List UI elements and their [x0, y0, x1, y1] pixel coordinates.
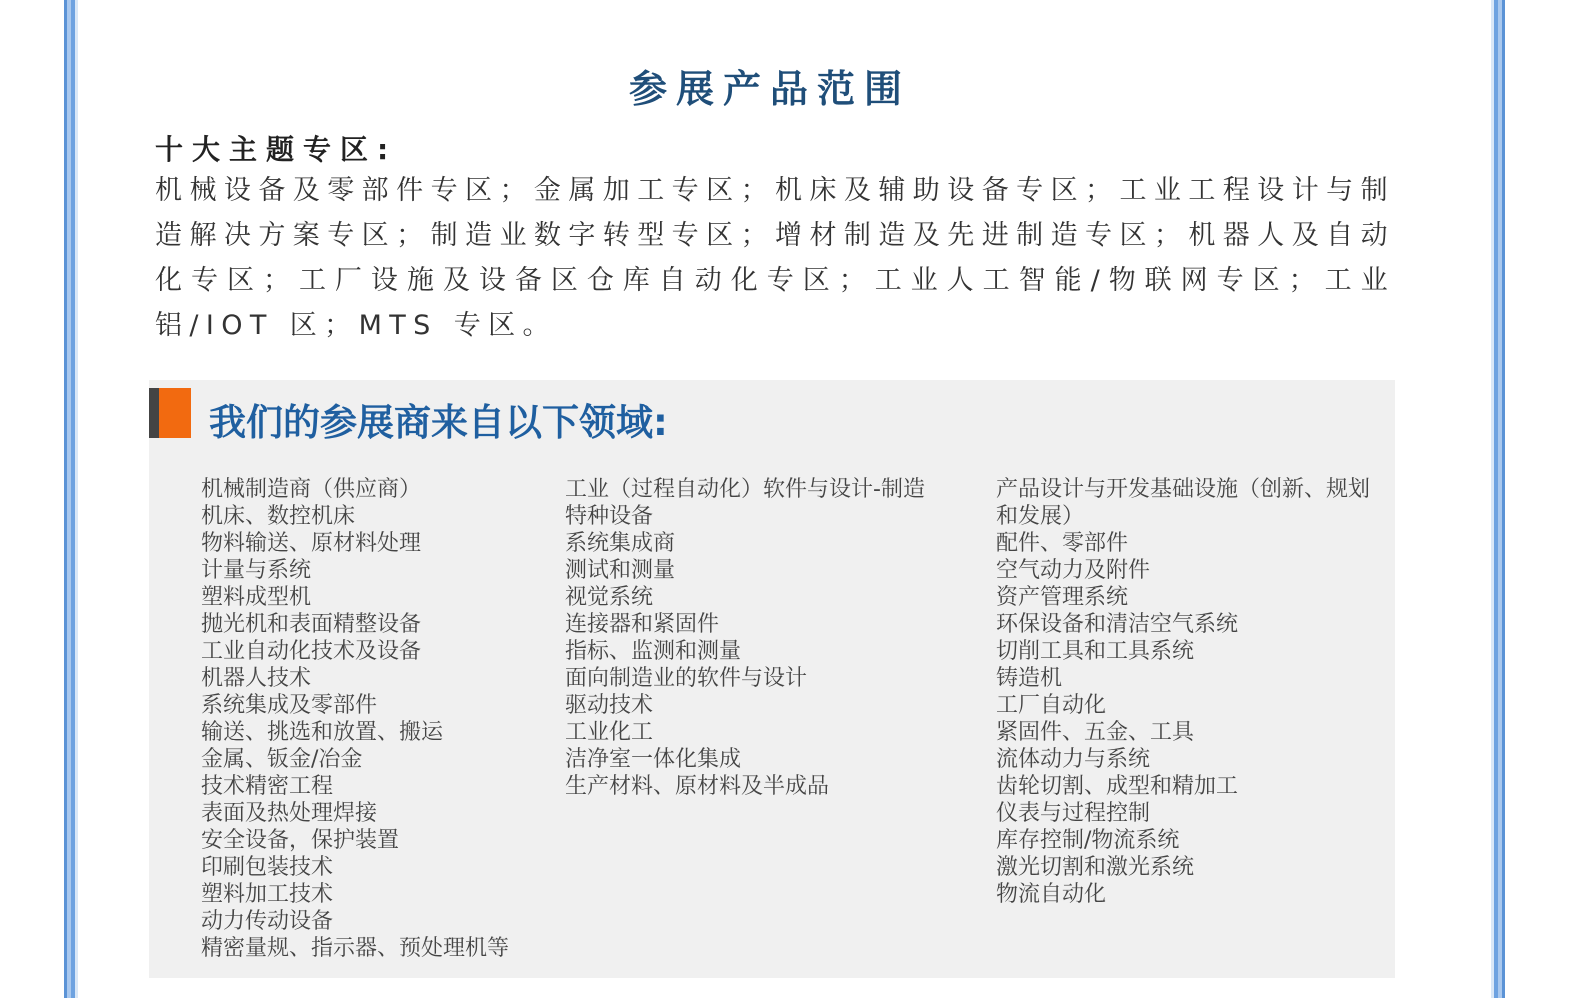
- exhibitor-field-item: 系统集成商: [565, 531, 676, 556]
- exhibitor-field-item: 视觉系统: [565, 585, 654, 610]
- exhibitor-field-item: 动力传动设备: [201, 909, 334, 934]
- exhibitor-field-item: 计量与系统: [201, 558, 312, 583]
- exhibitor-field-item: 切削工具和工具系统: [996, 639, 1195, 664]
- exhibitor-field-item: 资产管理系统: [996, 585, 1129, 610]
- exhibitor-field-item: 齿轮切割、成型和精加工: [996, 774, 1239, 799]
- exhibitor-panel: [149, 380, 1395, 978]
- exhibitor-field-item: 物流自动化: [996, 882, 1107, 907]
- exhibitor-field-item: 输送、挑选和放置、搬运: [201, 720, 444, 745]
- exhibitor-field-item: 机床、数控机床: [201, 504, 356, 529]
- exhibitor-field-item: 工业（过程自动化）软件与设计-制造: [565, 477, 925, 502]
- exhibitor-field-item: 精密量规、指示器、预处理机等: [201, 936, 510, 961]
- exhibitor-field-item: 连接器和紧固件: [565, 612, 720, 637]
- exhibitor-field-item: 库存控制/物流系统: [996, 828, 1180, 853]
- exhibitor-field-item: 物料输送、原材料处理: [201, 531, 422, 556]
- exhibitor-field-item: 洁净室一体化集成: [565, 747, 742, 772]
- exhibitor-field-item: 印刷包装技术: [201, 855, 334, 880]
- heading-marker-orange: [159, 388, 191, 438]
- left-frame-border: [64, 0, 78, 998]
- section-title: 参展产品范围: [628, 67, 911, 111]
- zones-text: 机械设备及零部件专区；金属加工专区；机床及辅助设备专区；工业工程设计与制造解决方案专区；制造业数字转型专区；增材制造及先进制造专区；机器人及自动化专区；工厂设施及设备区仓库自动化专区；工业人工智能/物联网专区；工业铝/IOT 区；MTS 专区。: [155, 175, 1395, 341]
- exhibitor-field-item: 金属、钣金/冶金: [201, 747, 363, 772]
- exhibitor-field-item: 铸造机: [996, 666, 1063, 691]
- exhibitor-field-item: 紧固件、五金、工具: [996, 720, 1195, 745]
- zones-heading: 十大主题专区:: [155, 133, 398, 166]
- exhibitor-field-item: 技术精密工程: [201, 774, 334, 799]
- exhibitor-column-1: [201, 476, 551, 962]
- exhibitor-field-item: 工业自动化技术及设备: [201, 639, 422, 664]
- exhibitor-field-item: 系统集成及零部件: [201, 693, 378, 718]
- exhibitor-field-item: 工业化工: [565, 720, 654, 745]
- exhibitor-field-item: 环保设备和清洁空气系统: [996, 612, 1239, 637]
- exhibitor-field-item: 产品设计与开发基础设施（创新、规划和发展）: [996, 477, 1371, 529]
- exhibitor-field-item: 表面及热处理焊接: [201, 801, 378, 826]
- exhibitor-column-3: [996, 476, 1386, 908]
- exhibitor-field-item: 特种设备: [565, 504, 654, 529]
- exhibitor-heading: 我们的参展商来自以下领域:: [209, 401, 668, 444]
- exhibitor-field-item: 塑料成型机: [201, 585, 312, 610]
- exhibitor-field-item: 工厂自动化: [996, 693, 1107, 718]
- exhibitor-field-item: 流体动力与系统: [996, 747, 1151, 772]
- exhibitor-field-item: 机械制造商（供应商）: [201, 477, 422, 502]
- exhibitor-field-item: 生产材料、原材料及半成品: [565, 774, 830, 799]
- exhibitor-field-item: 仪表与过程控制: [996, 801, 1151, 826]
- exhibitor-field-item: 驱动技术: [565, 693, 654, 718]
- exhibitor-field-item: 面向制造业的软件与设计: [565, 666, 808, 691]
- exhibitor-field-item: 指标、监测和测量: [565, 639, 742, 664]
- exhibitor-field-item: 配件、零部件: [996, 531, 1129, 556]
- exhibitor-column-2: [565, 476, 975, 800]
- exhibitor-field-item: 空气动力及附件: [996, 558, 1151, 583]
- right-frame-border: [1491, 0, 1505, 998]
- heading-marker-dark: [149, 388, 159, 438]
- exhibitor-field-item: 抛光机和表面精整设备: [201, 612, 422, 637]
- exhibitor-field-item: 塑料加工技术: [201, 882, 334, 907]
- exhibitor-field-item: 测试和测量: [565, 558, 676, 583]
- exhibitor-field-item: 机器人技术: [201, 666, 312, 691]
- exhibitor-field-item: 安全设备，保护装置: [201, 828, 400, 853]
- exhibitor-field-item: 激光切割和激光系统: [996, 855, 1195, 880]
